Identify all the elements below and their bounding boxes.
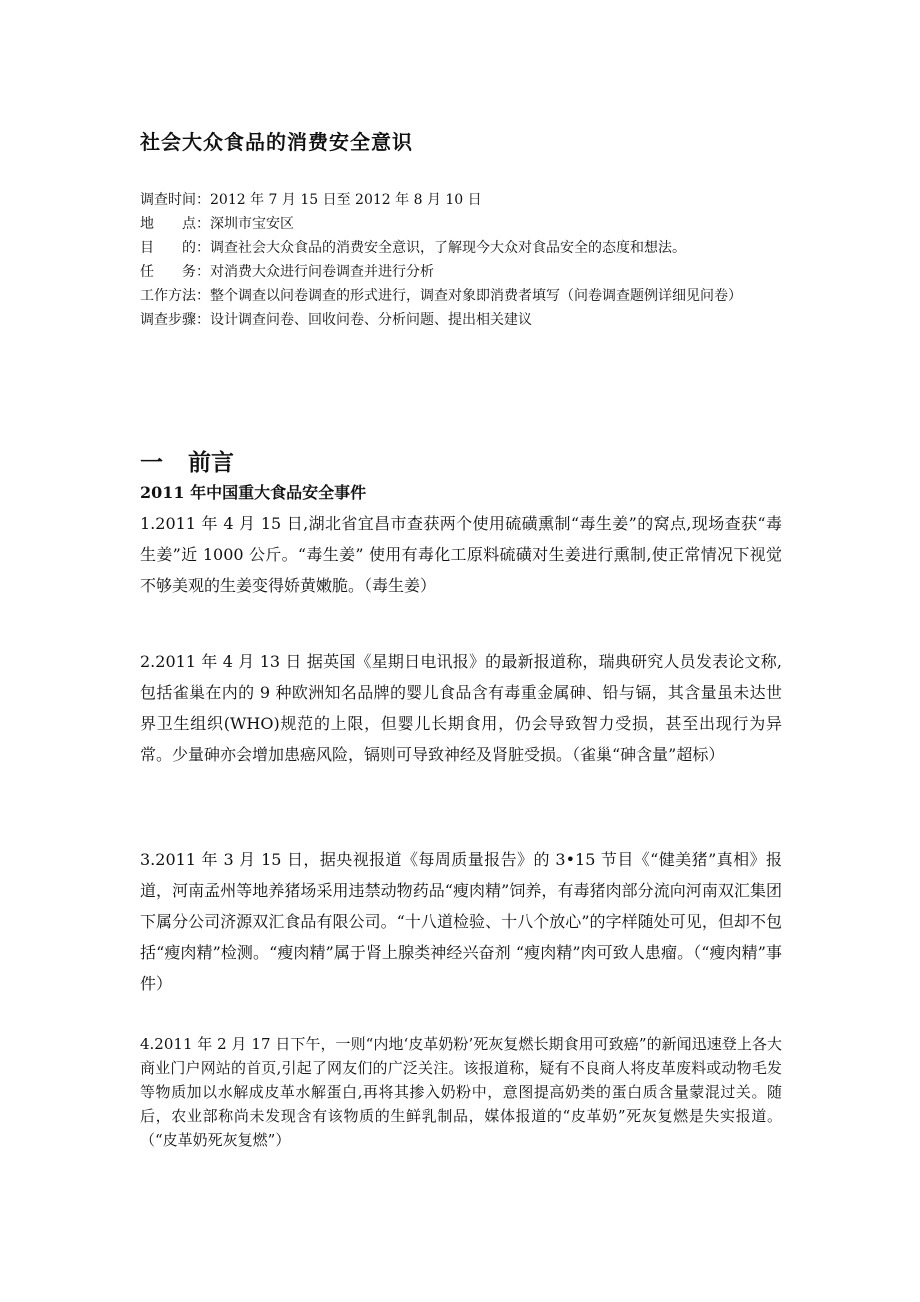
meta-row-task bbox=[140, 260, 790, 284]
meta-row-method bbox=[140, 284, 790, 308]
section-title: 前言 bbox=[188, 449, 234, 476]
document-title: 社会大众食品的消费安全意识 bbox=[140, 130, 413, 154]
meta-value: 2012 年 7 月 15 日至 2012 年 8 月 10 日 bbox=[210, 192, 482, 208]
meta-row-steps bbox=[140, 308, 790, 332]
meta-value: 深圳市宝安区 bbox=[210, 216, 294, 232]
meta-label: 调查时间： bbox=[140, 192, 210, 208]
event-paragraph-2: 2.2011 年 4 月 13 日 据英国《星期日电讯报》的最新报道称，瑞典研究人员发表论文称,包括雀巢在内的 9 种欧洲知名品牌的婴儿食品含有毒重金属砷、铅与镉，其含量虽未达世界卫生组织(WHO)规范的上限，但婴儿长期食用，仍会导致智力受损，甚至出现行为异常。少量砷亦会增加患癌风险，镉则可导致神经及肾脏受损。（雀巢“砷含量”超标） bbox=[140, 652, 782, 764]
meta-label: 调查步骤： bbox=[140, 312, 210, 328]
subheading: 2011 年中国重大食品安全事件 bbox=[140, 483, 367, 502]
meta-row-location bbox=[140, 212, 790, 236]
event-paragraph-3: 3.2011 年 3 月 15 日，据央视报道《每周质量报告》的 3•15 节目《“健美猪”真相》报道，河南孟州等地养猪场采用违禁动物药品“瘦肉精”饲养，有毒猪肉部分流向河南双汇集团下属分公司济源双汇食品有限公司。“十八道检验、十八个放心”的字样随处可见，但却不包括“瘦肉精”检测。“瘦肉精”属于肾上腺类神经兴奋剂 “瘦肉精”肉可致人患瘤。（“瘦肉精”事件） bbox=[140, 850, 782, 993]
meta-label: 目 的： bbox=[140, 240, 210, 256]
section-heading bbox=[140, 444, 234, 477]
meta-row-purpose bbox=[140, 236, 790, 260]
event-paragraph-4: 4.2011 年 2 月 17 日下午，一则“内地‘皮革奶粉’死灰复燃长期食用可致癌”的新闻迅速登上各大商业门户网站的首页,引起了网友们的广泛关注。该报道称，疑有不良商人将皮革废料或动物毛发等物质加以水解成皮革水解蛋白,再将其掺入奶粉中，意图提高奶类的蛋白质含量蒙混过关。随后，农业部称尚未发现含有该物质的生鲜乳制品，媒体报道的“皮革奶”死灰复燃是失实报道。（“皮革奶死灰复燃”） bbox=[140, 1035, 782, 1149]
meta-label: 任 务： bbox=[140, 264, 210, 280]
meta-label: 地 点： bbox=[140, 216, 210, 232]
meta-value: 调查社会大众食品的消费安全意识，了解现今大众对食品安全的态度和想法。 bbox=[210, 240, 686, 256]
survey-info-block bbox=[140, 188, 790, 332]
meta-value: 设计调查问卷、回收问卷、分析问题、提出相关建议 bbox=[210, 312, 532, 328]
meta-value: 对消费大众进行问卷调查并进行分析 bbox=[210, 264, 434, 280]
meta-label: 工作方法： bbox=[140, 288, 210, 304]
meta-row-survey-time bbox=[140, 188, 790, 212]
event-paragraph-1: 1.2011 年 4 月 15 日,湖北省宜昌市查获两个使用硫磺熏制“毒生姜”的窝点,现场查获“毒生姜”近 1000 公斤。“毒生姜” 使用有毒化工原料硫磺对生姜进行熏制,使正常情况下视觉不够美观的生姜变得娇黄嫩脆。（毒生姜） bbox=[140, 514, 782, 595]
section-number: 一 bbox=[140, 449, 163, 476]
meta-value: 整个调查以问卷调查的形式进行，调查对象即消费者填写（问卷调查题例详细见问卷） bbox=[210, 288, 742, 304]
